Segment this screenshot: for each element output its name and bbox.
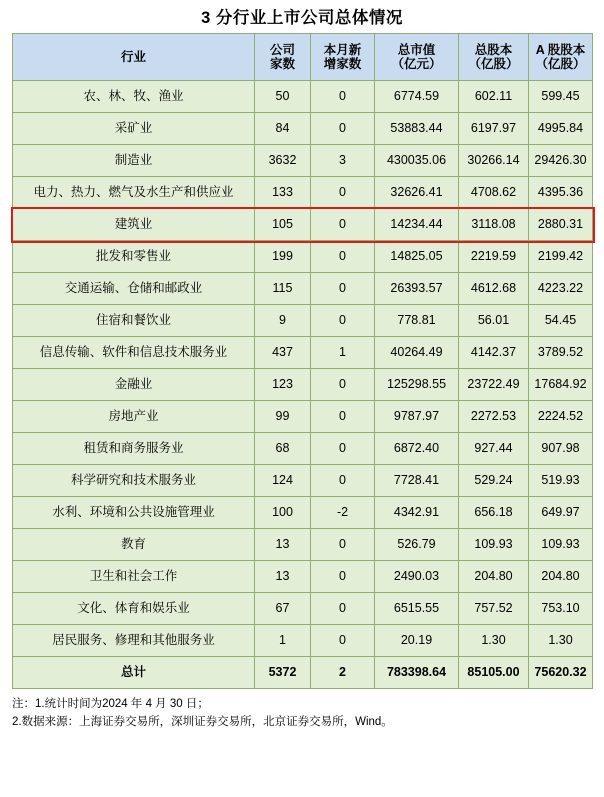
cell-company-count: 3632 [255,145,311,177]
column-header-company-count [255,34,311,81]
cell-a-shares: 54.45 [529,305,593,337]
cell-company-count: 67 [255,593,311,625]
cell-market-cap: 40264.49 [375,337,459,369]
cell-industry: 金融业 [13,369,255,401]
cell-new-this-month: 0 [311,433,375,465]
column-header-industry-line1: 行业 [120,49,146,64]
column-header-total-shares-line1: 总股本 [474,42,513,57]
column-header-total-shares [459,34,529,81]
table-row [13,273,593,305]
table-notes [12,696,592,732]
cell-company-count: 437 [255,337,311,369]
column-header-industry [13,34,255,81]
table-row [13,369,593,401]
cell-a-shares: 519.93 [529,465,593,497]
cell-new-this-month: -2 [311,497,375,529]
cell-new-this-month: 0 [311,177,375,209]
cell-a-shares: 2224.52 [529,401,593,433]
cell-a-shares: 4223.22 [529,273,593,305]
note-1: 注：1.统计时间为2024 年 4 月 30 日； [12,698,209,710]
cell-company-count: 1 [255,625,311,657]
column-header-company-count-line1: 公司 [269,42,295,57]
cell-new-this-month: 1 [311,337,375,369]
table-total-row [13,657,593,689]
cell-a-shares: 109.93 [529,529,593,561]
cell-total-shares: 85105.00 [459,657,529,689]
cell-new-this-month: 0 [311,113,375,145]
cell-total-shares: 4142.37 [459,337,529,369]
cell-new-this-month: 0 [311,465,375,497]
cell-new-this-month: 0 [311,369,375,401]
note-2: 2.数据来源：上海证券交易所，深圳证券交易所，北京证券交易所，Wind。 [12,715,393,728]
cell-company-count: 115 [255,273,311,305]
cell-a-shares: 204.80 [529,561,593,593]
table-row [13,241,593,273]
table-row [13,529,593,561]
cell-total-shares: 2272.53 [459,401,529,433]
cell-market-cap: 32626.41 [375,177,459,209]
column-header-company-count-line2: 家数 [269,57,295,71]
cell-industry: 房地产业 [13,401,255,433]
industry-table [12,33,593,689]
cell-total-shares: 204.80 [459,561,529,593]
cell-new-this-month: 3 [311,145,375,177]
table-row [13,497,593,529]
cell-total-shares: 529.24 [459,465,529,497]
page-title: 3 分行业上市公司总体情况 [201,9,403,27]
cell-industry: 交通运输、仓储和邮政业 [13,273,255,305]
cell-market-cap: 14825.05 [375,241,459,273]
cell-market-cap: 430035.06 [375,145,459,177]
cell-industry: 租赁和商务服务业 [13,433,255,465]
cell-market-cap: 6515.55 [375,593,459,625]
column-header-a-shares-line2: （亿股） [535,57,586,71]
cell-total-shares: 56.01 [459,305,529,337]
cell-a-shares: 1.30 [529,625,593,657]
cell-new-this-month: 0 [311,625,375,657]
cell-market-cap: 20.19 [375,625,459,657]
cell-company-count: 68 [255,433,311,465]
cell-industry: 住宿和餐饮业 [13,305,255,337]
cell-new-this-month: 0 [311,81,375,113]
cell-market-cap: 6872.40 [375,433,459,465]
cell-industry: 教育 [13,529,255,561]
table-header-row [13,34,593,81]
cell-company-count: 124 [255,465,311,497]
cell-market-cap: 14234.44 [375,209,459,241]
cell-industry: 居民服务、修理和其他服务业 [13,625,255,657]
cell-market-cap: 53883.44 [375,113,459,145]
cell-total-shares: 3118.08 [459,209,529,241]
table-row [13,305,593,337]
cell-total-shares: 1.30 [459,625,529,657]
cell-total-shares: 927.44 [459,433,529,465]
table-row [13,593,593,625]
cell-total-label: 总计 [13,657,255,689]
cell-a-shares: 649.97 [529,497,593,529]
cell-total-shares: 30266.14 [459,145,529,177]
cell-market-cap: 526.79 [375,529,459,561]
column-header-new-this-month-line1: 本月新 [323,42,362,57]
cell-company-count: 199 [255,241,311,273]
cell-new-this-month: 0 [311,561,375,593]
cell-industry: 批发和零售业 [13,241,255,273]
cell-industry: 科学研究和技术服务业 [13,465,255,497]
table-row [13,145,593,177]
cell-total-shares: 656.18 [459,497,529,529]
cell-total-new: 2 [311,657,375,689]
cell-industry: 采矿业 [13,113,255,145]
cell-industry: 农、林、牧、渔业 [13,81,255,113]
cell-market-cap: 6774.59 [375,81,459,113]
table-row [13,113,593,145]
cell-new-this-month: 0 [311,529,375,561]
cell-total-shares: 6197.97 [459,113,529,145]
table-body [13,81,593,689]
table-row [13,177,593,209]
cell-total-shares: 4708.62 [459,177,529,209]
cell-new-this-month: 0 [311,241,375,273]
cell-total-market-cap: 783398.64 [375,657,459,689]
cell-new-this-month: 0 [311,305,375,337]
cell-company-count: 84 [255,113,311,145]
column-header-new-this-month [311,34,375,81]
table-row [13,209,593,241]
cell-company-count: 9 [255,305,311,337]
table-header [13,34,593,81]
cell-industry: 电力、热力、燃气及水生产和供应业 [13,177,255,209]
cell-company-count: 100 [255,497,311,529]
table-row [13,465,593,497]
column-header-a-shares [529,34,593,81]
column-header-market-cap-line2: （亿元） [391,57,442,71]
table-row [13,401,593,433]
cell-industry: 制造业 [13,145,255,177]
cell-total-shares: 109.93 [459,529,529,561]
cell-a-shares: 2880.31 [529,209,593,241]
cell-a-shares: 753.10 [529,593,593,625]
cell-company-count: 99 [255,401,311,433]
cell-industry: 信息传输、软件和信息技术服务业 [13,337,255,369]
cell-a-shares: 2199.42 [529,241,593,273]
column-header-total-shares-line2: （亿股） [468,57,519,71]
cell-industry: 卫生和社会工作 [13,561,255,593]
table-row [13,433,593,465]
cell-industry: 文化、体育和娱乐业 [13,593,255,625]
cell-market-cap: 7728.41 [375,465,459,497]
cell-market-cap: 778.81 [375,305,459,337]
table-row [13,625,593,657]
cell-company-count: 50 [255,81,311,113]
cell-market-cap: 26393.57 [375,273,459,305]
cell-company-count: 13 [255,529,311,561]
cell-total-company-count: 5372 [255,657,311,689]
cell-new-this-month: 0 [311,593,375,625]
cell-total-shares: 757.52 [459,593,529,625]
cell-market-cap: 4342.91 [375,497,459,529]
cell-a-shares: 599.45 [529,81,593,113]
cell-new-this-month: 0 [311,401,375,433]
cell-market-cap: 125298.55 [375,369,459,401]
cell-company-count: 105 [255,209,311,241]
cell-total-shares: 4612.68 [459,273,529,305]
cell-total-shares: 23722.49 [459,369,529,401]
column-header-market-cap [375,34,459,81]
column-header-new-this-month-line2: 增家数 [323,57,362,71]
cell-a-shares: 4995.84 [529,113,593,145]
cell-a-shares: 3789.52 [529,337,593,369]
cell-industry: 水利、环境和公共设施管理业 [13,497,255,529]
cell-market-cap: 2490.03 [375,561,459,593]
cell-market-cap: 9787.97 [375,401,459,433]
cell-a-shares: 907.98 [529,433,593,465]
column-header-market-cap-line1: 总市值 [397,42,436,57]
cell-a-shares: 29426.30 [529,145,593,177]
cell-a-shares: 17684.92 [529,369,593,401]
cell-company-count: 133 [255,177,311,209]
cell-total-a-shares: 75620.32 [529,657,593,689]
cell-new-this-month: 0 [311,273,375,305]
cell-industry: 建筑业 [13,209,255,241]
cell-new-this-month: 0 [311,209,375,241]
cell-company-count: 123 [255,369,311,401]
table-row [13,337,593,369]
cell-total-shares: 2219.59 [459,241,529,273]
cell-a-shares: 4395.36 [529,177,593,209]
cell-company-count: 13 [255,561,311,593]
table-row [13,561,593,593]
cell-total-shares: 602.11 [459,81,529,113]
column-header-a-shares-line1: A 股股本 [535,42,586,57]
table-row [13,81,593,113]
